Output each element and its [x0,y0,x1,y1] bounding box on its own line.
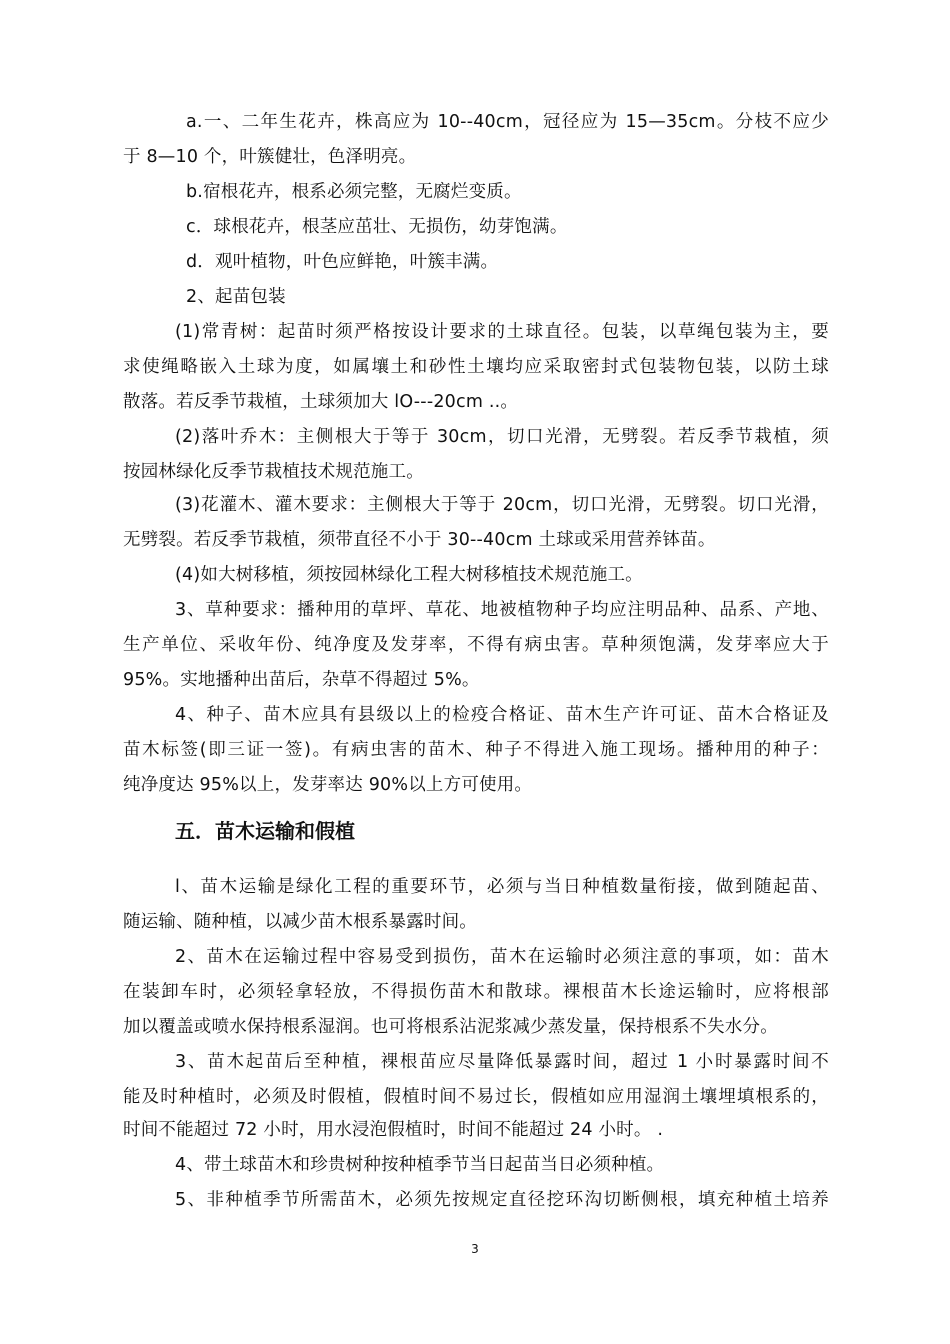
paragraph-line: 95%。实地播种出苗后，杂草不得超过 5%。 [123,670,480,690]
paragraph-line: 随运输、随种植，以减少苗木根系暴露时间。 [123,912,477,932]
paragraph-line: (2)落叶乔木：主侧根大于等于 30cm，切口光滑，无劈裂。若反季节栽植，须 [175,427,829,447]
paragraph-line: 2、苗木在运输过程中容易受到损伤，苗木在运输时必须注意的事项，如：苗木 [175,947,829,967]
paragraph-line: 于 8—10 个，叶簇健壮，色泽明亮。 [123,147,417,167]
paragraph-line: 能及时种植时，必须及时假植，假植时间不易过长，假植如应用湿润土壤埋填根系的， [123,1087,829,1107]
paragraph-line: 苗木标签(即三证一签)。有病虫害的苗木、种子不得进入施工现场。播种用的种子： [123,740,829,760]
paragraph-line: 2、起苗包装 [186,287,286,307]
paragraph-line: l、苗木运输是绿化工程的重要环节，必须与当日种植数量衔接，做到随起苗、 [175,877,829,897]
paragraph-line: 在装卸车时，必须轻拿轻放，不得损伤苗木和散球。裸根苗木长途运输时，应将根部 [123,982,829,1002]
paragraph-line: (4)如大树移植，须按园林绿化工程大树移植技术规范施工。 [175,565,643,585]
paragraph-line: 5、非种植季节所需苗木，必须先按规定直径挖环沟切断侧根，填充种植土培养 [175,1190,829,1210]
paragraph-line: 时间不能超过 72 小时，用水浸泡假植时，时间不能超过 24 小时。 . [123,1120,664,1140]
paragraph-line: 3、草种要求：播种用的草坪、草花、地被植物种子均应注明品种、品系、产地、 [175,600,829,620]
paragraph-line: (1)常青树：起苗时须严格按设计要求的土球直径。包装，以草绳包装为主，要 [175,322,829,342]
paragraph-line: 生产单位、采收年份、纯净度及发芽率，不得有病虫害。草种须饱满，发芽率应大于 [123,635,829,655]
paragraph-line: (3)花灌木、灌木要求：主侧根大于等于 20cm，切口光滑，无劈裂。切口光滑， [175,495,829,515]
paragraph-line: 求使绳略嵌入土球为度，如属壤土和砂性土壤均应采取密封式包装物包装，以防土球 [123,357,829,377]
paragraph-line: 无劈裂。若反季节栽植，须带直径不小于 30--40cm 土球或采用营养钵苗。 [123,530,716,550]
paragraph-line: 散落。若反季节栽植，土球须加大 lO---20cm ..。 [123,392,519,412]
paragraph-line: a.一、二年生花卉，株高应为 10--40cm，冠径应为 15—35cm。分枝不应少 [186,112,829,132]
paragraph-line: 4、带土球苗木和珍贵树种按种植季节当日起苗当日必须种植。 [175,1155,665,1175]
page-number: 3 [471,1242,479,1256]
paragraph-line: 4、种子、苗木应具有县级以上的检疫合格证、苗木生产许可证、苗木合格证及 [175,705,829,725]
section-heading: 五．苗木运输和假植 [175,819,355,843]
paragraph-line: c．球根花卉，根茎应茁壮、无损伤，幼芽饱满。 [186,217,568,237]
paragraph-line: 纯净度达 95%以上，发芽率达 90%以上方可使用。 [123,775,533,795]
paragraph-line: d．观叶植物，叶色应鲜艳，叶簇丰满。 [186,252,499,272]
paragraph-line: 加以覆盖或喷水保持根系湿润。也可将根系沾泥浆减少蒸发量，保持根系不失水分。 [123,1017,778,1037]
paragraph-line: 按园林绿化反季节栽植技术规范施工。 [123,462,424,482]
paragraph-line: b.宿根花卉，根系必须完整，无腐烂变质。 [186,182,522,202]
paragraph-line: 3、苗木起苗后至种植，裸根苗应尽量降低暴露时间，超过 1 小时暴露时间不 [175,1052,829,1072]
